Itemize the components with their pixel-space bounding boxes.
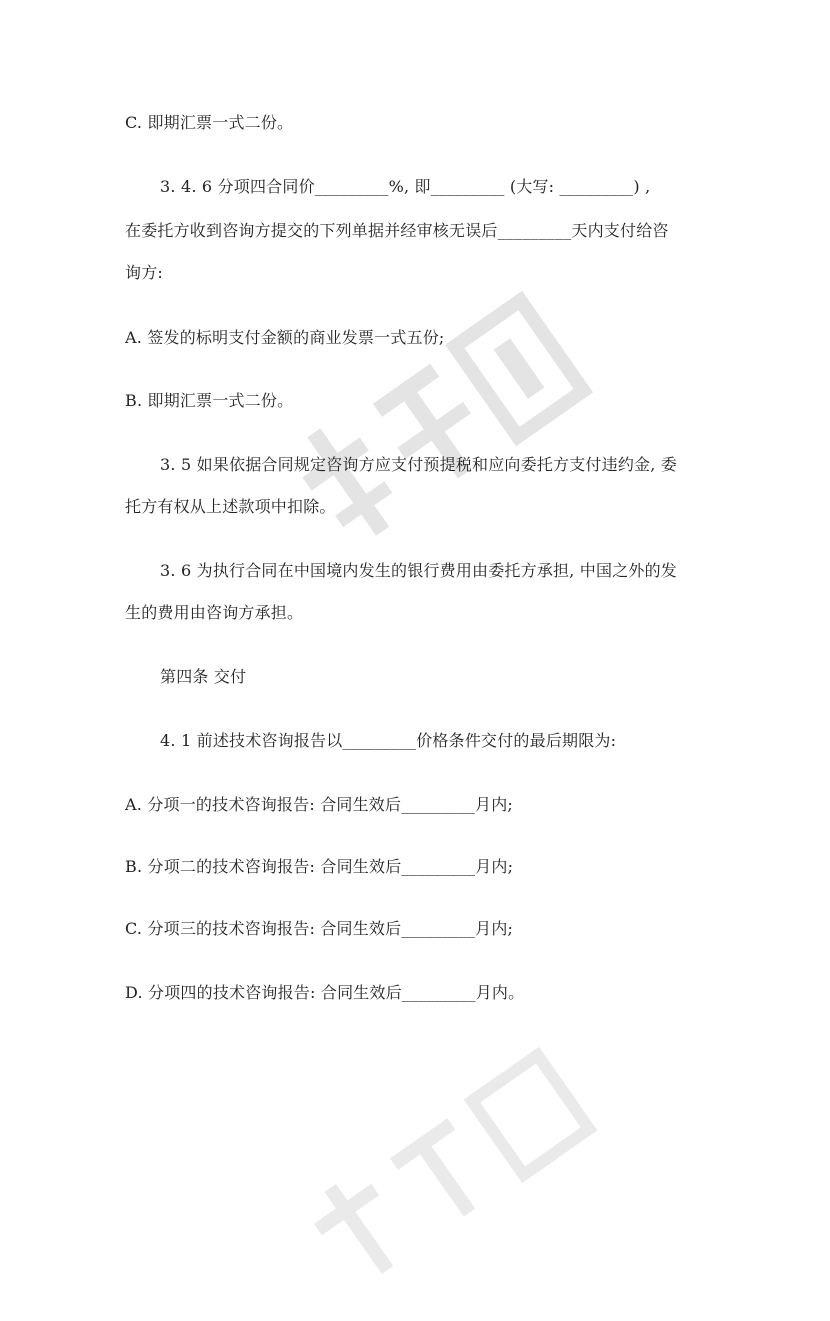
watermark-logo-bottom — [263, 1003, 617, 1318]
clause-b-draft: B. 即期汇票一式二份。 — [125, 391, 294, 410]
clause-c-draft: C. 即期汇票一式二份。 — [125, 113, 294, 132]
clause-4-1-c: C. 分项三的技术咨询报告: 合同生效后_________月内; — [125, 919, 514, 938]
clause-3-5: 3. 5 如果依据合同规定咨询方应支付预提税和应向委托方支付违约金, 委 — [160, 455, 677, 474]
clause-3-6: 3. 6 为执行合同在中国境内发生的银行费用由委托方承担, 中国之外的发 — [160, 561, 677, 580]
clause-4-1-a: A. 分项一的技术咨询报告: 合同生效后_________月内; — [125, 795, 513, 814]
clause-4-1: 4. 1 前述技术咨询报告以_________价格条件交付的最后期限为: — [160, 731, 617, 750]
article-four-heading: 第四条 交付 — [160, 667, 247, 686]
clause-3-4-6-cont: 在委托方收到咨询方提交的下列单据并经审核无误后_________天内支付给咨 — [125, 221, 669, 240]
clause-3-4-6-cont2: 询方: — [125, 263, 163, 282]
clause-3-4-6: 3. 4. 6 分项四合同价_________%, 即_________ (大写: _________) , — [160, 177, 651, 196]
clause-3-6-cont: 生的费用由咨询方承担。 — [125, 603, 304, 622]
clause-3-5-cont: 托方有权从上述款项中扣除。 — [125, 497, 336, 516]
clause-4-1-d: D. 分项四的技术咨询报告: 合同生效后_________月内。 — [125, 983, 525, 1002]
clause-a-invoice: A. 签发的标明支付金额的商业发票一式五份; — [125, 328, 445, 347]
clause-4-1-b: B. 分项二的技术咨询报告: 合同生效后_________月内; — [125, 857, 514, 876]
